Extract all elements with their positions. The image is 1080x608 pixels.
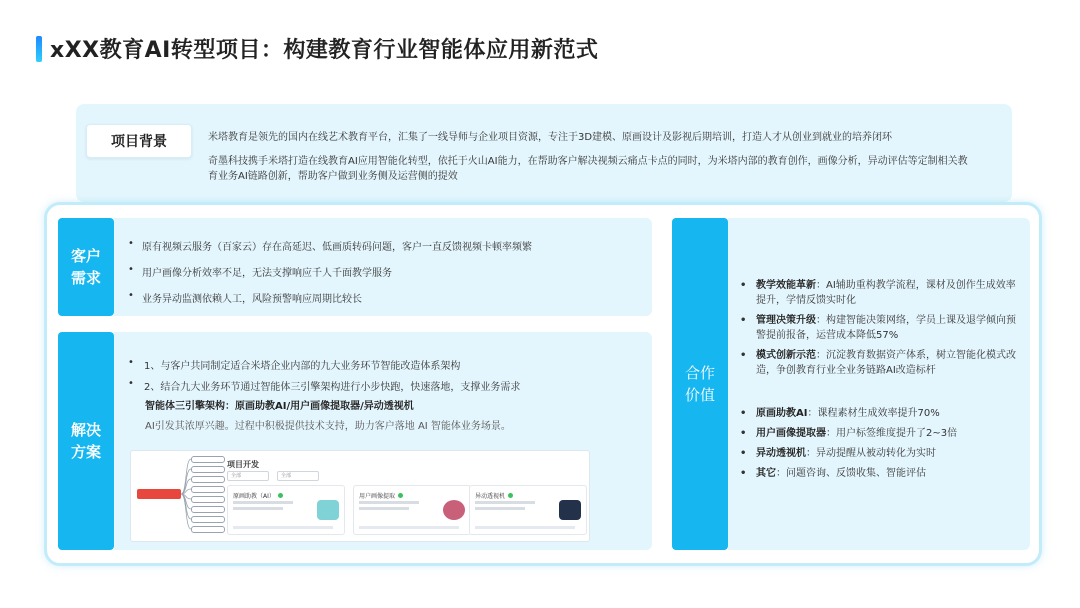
avatar-icon	[443, 500, 465, 520]
list-item: • 模式创新示范：沉淀教育数据资产体系，树立智能化模式改造，争创教育行业全业务链路AI改造标杆	[740, 350, 1016, 376]
bullet-icon: •	[128, 264, 134, 275]
value-tab: 合作价值	[672, 218, 728, 550]
bullet-icon: •	[740, 350, 747, 361]
list-item: • 其它：问题咨询、反馈收集、智能评估	[740, 468, 926, 479]
bullet-icon: •	[740, 408, 747, 419]
robot-icon	[317, 500, 339, 520]
status-dot-icon	[398, 493, 403, 498]
list-item: • 业务异动监测依赖人工，风险预警响应周期比较长	[128, 290, 362, 305]
status-dot-icon	[508, 493, 513, 498]
value-list-primary	[740, 278, 1022, 383]
list-item: • 管理决策升级：构建智能决策网络，学员上课及退学倾向预警提前报备，运营成本降低57%	[740, 315, 1016, 341]
list-item: • 1、与客户共同制定适合米塔企业内部的九大业务环节智能改造体系架构	[128, 357, 461, 372]
solution-tab: 解决方案	[58, 332, 114, 550]
mindmap-thumbnail	[131, 451, 227, 542]
bullet-icon: •	[740, 448, 747, 459]
background-text-1: 米塔教育是领先的国内在线艺术教育平台，汇集了一线导师与企业项目资源，专注于3D建模、原画设计及影视后期培训，打造人才从创业到就业的培养闭环	[208, 132, 893, 143]
app-card: 原画助教（AI）	[227, 485, 345, 535]
needs-list	[128, 238, 648, 316]
value-panel	[728, 218, 1030, 550]
mindmap-node	[191, 466, 225, 473]
mindmap-node	[191, 516, 225, 523]
engine-architecture-line: 智能体三引擎架构：原画助教AI/用户画像提取器/异动透视机	[145, 401, 414, 412]
list-item: • 用户画像提取器：用户标签维度提升了2~3倍	[740, 428, 958, 439]
mindmap-root-node	[137, 489, 181, 499]
needs-tab: 客户需求	[58, 218, 114, 316]
list-item: • 用户画像分析效率不足，无法支撑响应千人千面教学服务	[128, 264, 392, 279]
product-screenshot	[130, 450, 590, 542]
screenshot-title: 项目开发	[227, 460, 259, 469]
background-card	[76, 104, 1012, 202]
bullet-icon: •	[128, 238, 134, 249]
screenshot-select: 全部	[227, 471, 269, 481]
title-accent-bar	[36, 36, 42, 62]
bullet-icon: •	[740, 315, 747, 326]
app-card: 异动透视机	[469, 485, 587, 535]
value-list-secondary	[740, 406, 1022, 486]
list-item: • 原画助教AI：课程素材生成效率提升70%	[740, 408, 940, 419]
page-title: xXX教育AI转型项目：构建教育行业智能体应用新范式	[50, 38, 599, 63]
status-dot-icon	[278, 493, 283, 498]
mindmap-node	[191, 476, 225, 483]
bullet-icon: •	[128, 290, 134, 301]
mindmap-node	[191, 526, 225, 533]
background-text-2: 奇墨科技携手米塔打造在线教育AI应用智能化转型，依托于火山AI能力，在帮助客户解决视频云痛点卡点的同时，为米塔内部的教育创作，画像分析，异动评估等定制相关教育业务AI链路创新，帮助客户做到业务侧及运营侧的提效	[208, 156, 968, 182]
bullet-icon: •	[128, 378, 134, 389]
bullet-icon: •	[740, 428, 747, 439]
mindmap-node	[191, 456, 225, 463]
list-item: • 原有视频云服务（百家云）存在高延迟、低画质转码问题，客户一直反馈视频卡顿率频繁	[128, 238, 532, 253]
screenshot-select: 全部	[277, 471, 319, 481]
chart-icon	[559, 500, 581, 520]
solution-note: AI引发其浓厚兴趣。过程中积极提供技术支持，助力客户落地 AI 智能体业务场景。	[145, 421, 511, 432]
bullet-icon: •	[740, 280, 747, 291]
list-item: • 教学效能革新：AI辅助重构教学流程，课材及创作生成效率提升，学情反馈实时化	[740, 280, 1016, 306]
mindmap-node	[191, 486, 225, 493]
mindmap-node	[191, 506, 225, 513]
background-label: 项目背景	[86, 124, 192, 158]
bullet-icon: •	[128, 357, 134, 368]
bullet-icon: •	[740, 468, 747, 479]
list-item: • 2、结合九大业务环节通过智能体三引擎架构进行小步快跑，快速落地，支撑业务需求	[128, 378, 521, 393]
mindmap-node	[191, 496, 225, 503]
app-card: 用户画像提取	[353, 485, 471, 535]
list-item: • 异动透视机：异动提醒从被动转化为实时	[740, 448, 936, 459]
